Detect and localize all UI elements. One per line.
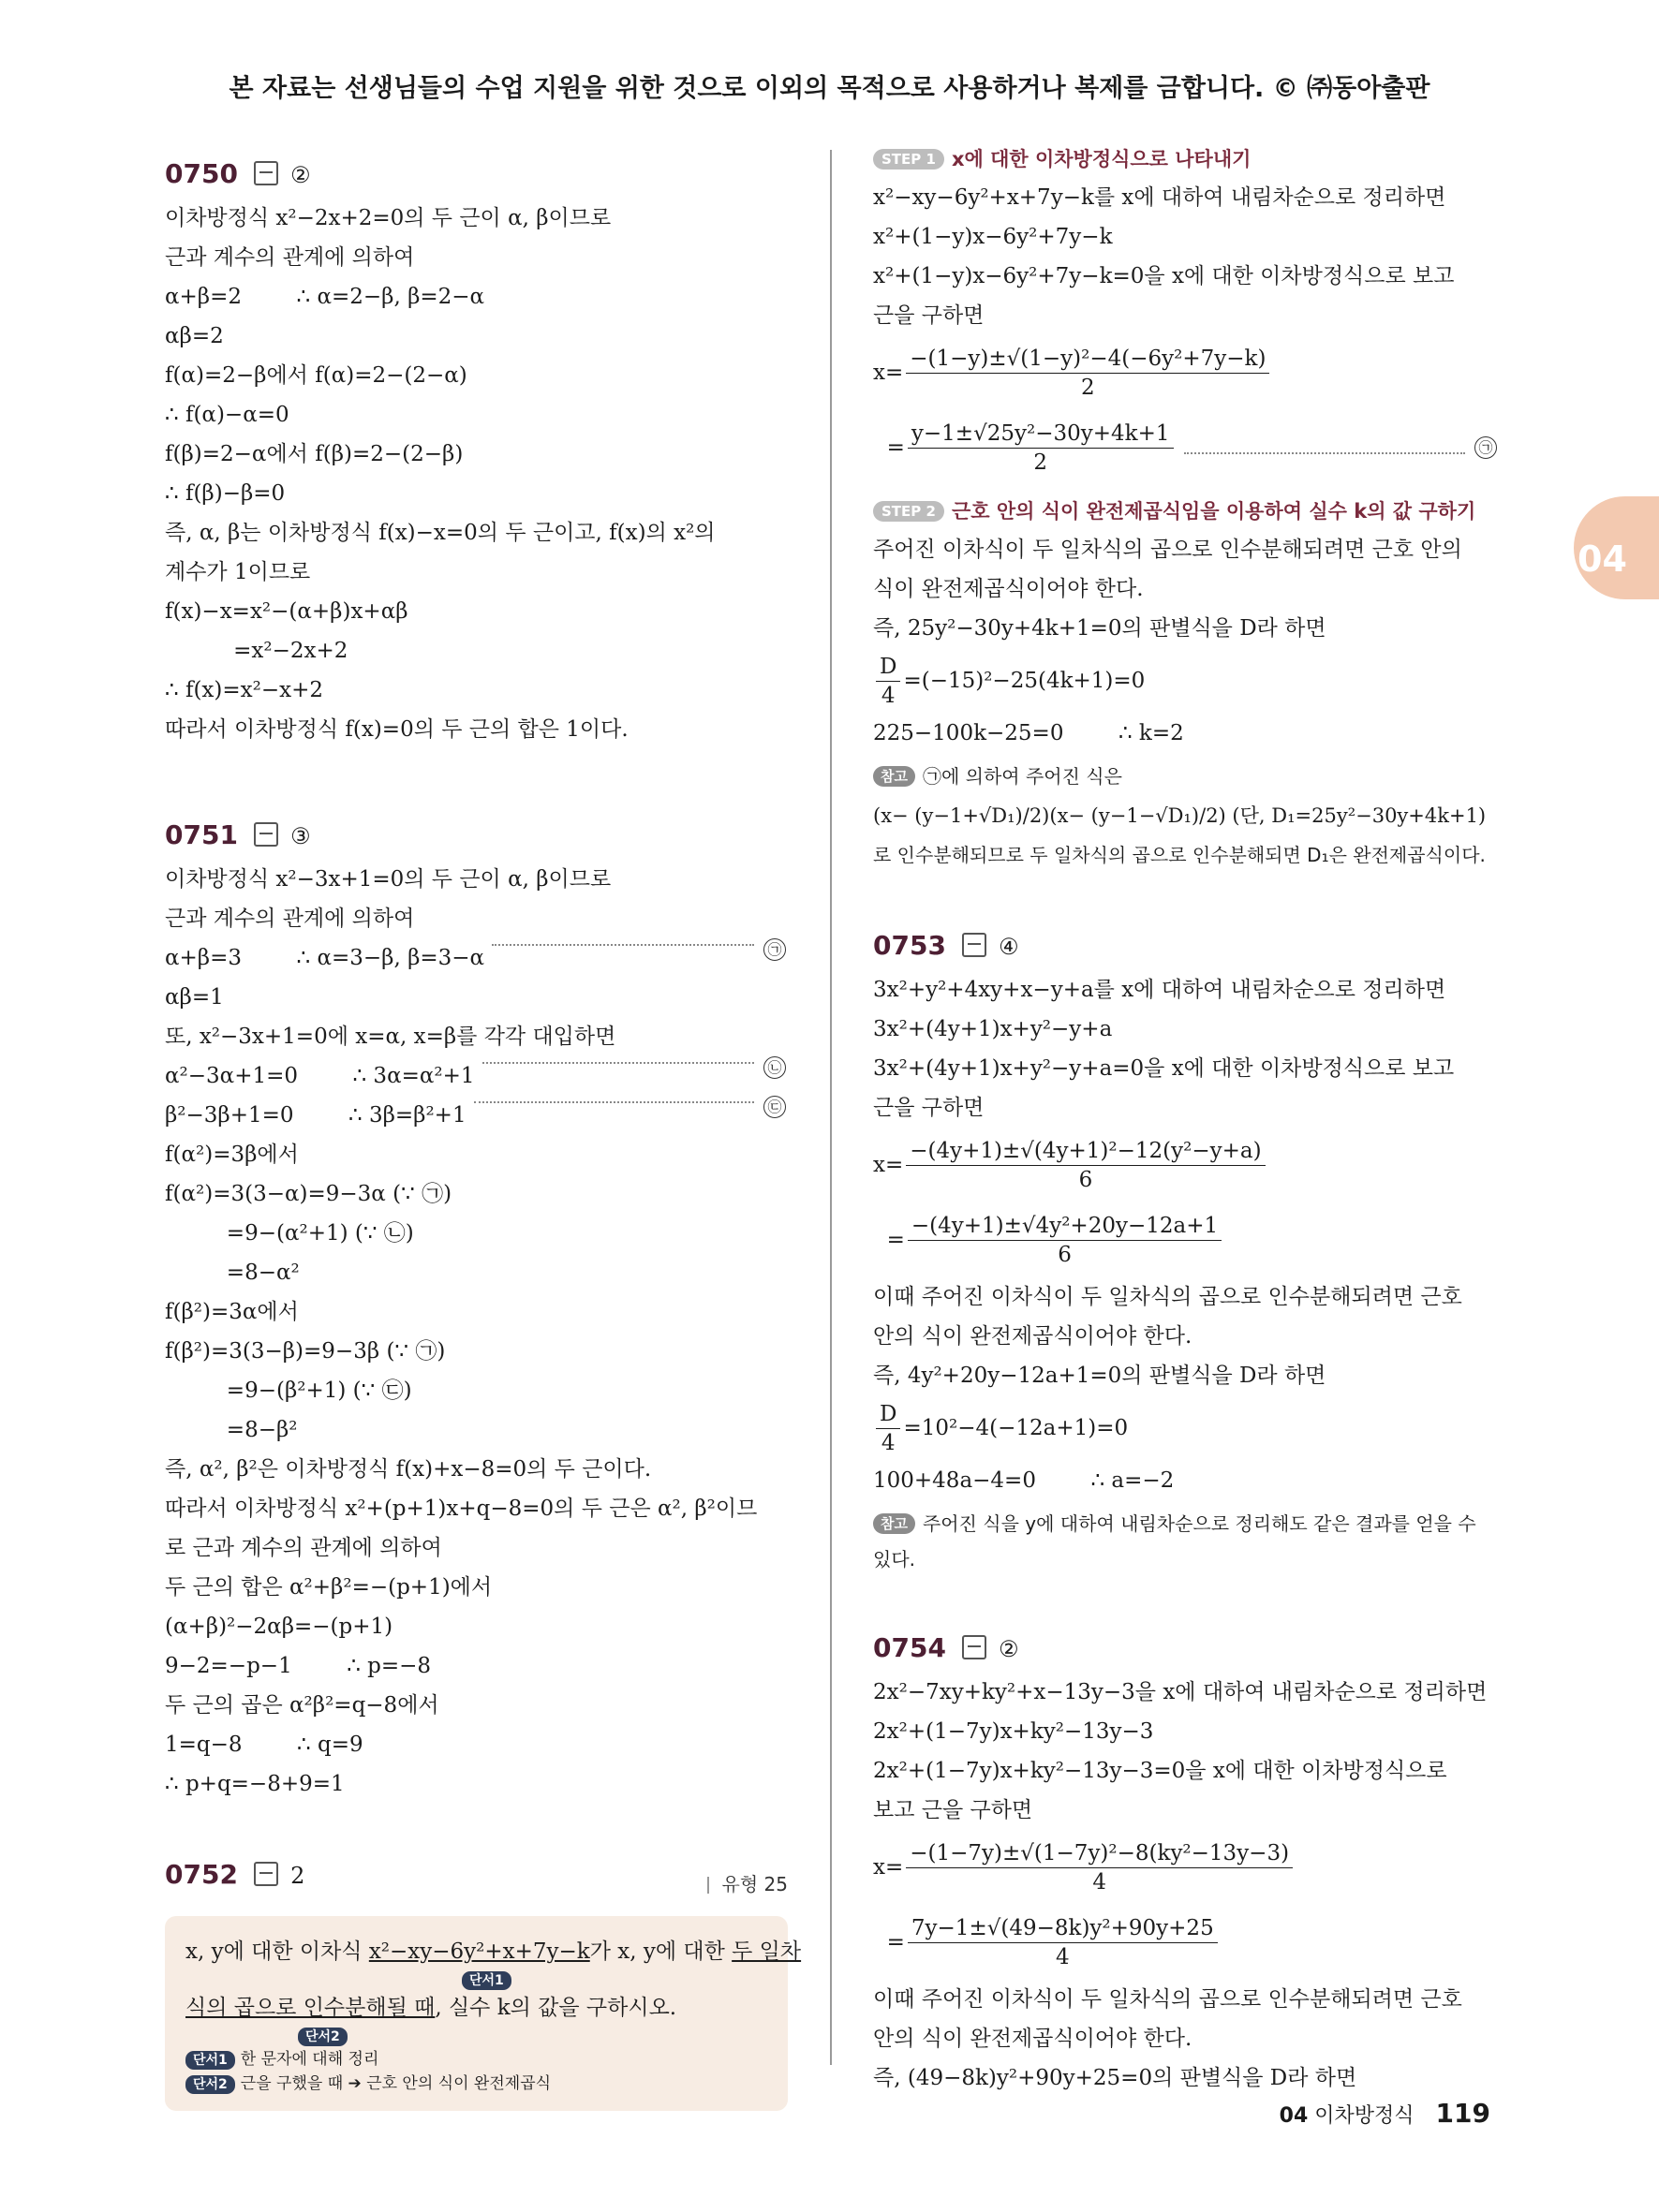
problem-box-0752 bbox=[165, 1916, 802, 2111]
solution-line: 이차방정식 x²−3x+1=0의 두 근이 α, β이므로 bbox=[165, 867, 612, 892]
solution-line: 1=q−8 ∴ q=9 bbox=[165, 1733, 363, 1757]
numerator: −(4y+1)±√(4y+1)²−12(y²−y+a) bbox=[906, 1137, 1265, 1166]
note-line bbox=[873, 1506, 1499, 1541]
discriminant-line bbox=[873, 1395, 1499, 1461]
leader-dots bbox=[492, 944, 754, 946]
numerator: −(1−y)±√(1−y)²−4(−6y²+7y−k) bbox=[906, 345, 1269, 374]
note-expression: (x− (y−1+√D₁)/2)(x− (y−1−√D₁)/2) (단, D₁=25y²−30y+4k+1) bbox=[873, 804, 1487, 827]
solution-line: x²+(1−y)x−6y²+7y−k bbox=[873, 225, 1113, 249]
solution-line: f(α)=2−β에서 f(α)=2−(2−α) bbox=[165, 363, 467, 388]
text-segment: x, y에 대한 이차식 bbox=[185, 1939, 369, 1964]
solution-line: αβ=1 bbox=[165, 985, 224, 1010]
note-text: 주어진 식을 y에 대하여 내림차순으로 정리해도 같은 결과를 얻을 수 bbox=[922, 1512, 1476, 1535]
hint2-text: 근을 구했을 때 ➔ 근호 안의 식이 완전제곱식 bbox=[240, 2074, 552, 2093]
fraction-line bbox=[873, 335, 1499, 410]
marker-circle: ㉡ bbox=[763, 1056, 786, 1079]
denominator: 4 bbox=[881, 1430, 896, 1455]
footer-chapter: 04 bbox=[1279, 2104, 1309, 2128]
solution-line: x²−xy−6y²+x+7y−k를 x에 대하여 내림차순으로 정리하면 bbox=[873, 185, 1446, 210]
solution-line: 근과 계수의 관계에 의하여 bbox=[165, 245, 415, 270]
note-block bbox=[873, 759, 1499, 873]
solution-line: f(β²)=3(3−β)=9−3β (∵ ㉠) bbox=[165, 1339, 446, 1364]
solution-line: 100+48a−4=0 ∴ a=−2 bbox=[873, 1468, 1175, 1493]
leader-dots bbox=[474, 1101, 754, 1103]
hint2-badge: 단서2 bbox=[298, 2028, 348, 2046]
solution-line: 근과 계수의 관계에 의하여 bbox=[165, 907, 415, 931]
note-line bbox=[873, 759, 1499, 794]
equation-lhs: = bbox=[873, 1228, 905, 1252]
footer-title: 이차방정식 bbox=[1314, 2104, 1415, 2128]
fraction bbox=[876, 1400, 900, 1457]
answer-icon bbox=[254, 822, 278, 847]
solution-line: 9−2=−p−1 ∴ p=−8 bbox=[165, 1654, 432, 1678]
solution-line: =8−α² bbox=[165, 1261, 300, 1285]
solution-line: 보고 근을 구하면 bbox=[873, 1798, 1033, 1822]
hint2-marker-row bbox=[185, 2027, 767, 2047]
step1-title: x에 대한 이차방정식으로 나타내기 bbox=[951, 148, 1252, 170]
denominator: 6 bbox=[1078, 1167, 1093, 1192]
underlined-expression: x²−xy−6y²+x+7y−k bbox=[368, 1939, 590, 1964]
equation-lhs: = bbox=[873, 1930, 905, 1954]
solution-line: ∴ f(x)=x²−x+2 bbox=[165, 678, 323, 702]
fraction bbox=[876, 653, 900, 710]
solution-line: αβ=2 bbox=[165, 324, 224, 348]
note-block bbox=[873, 1506, 1499, 1577]
fraction-line bbox=[873, 1905, 1499, 1980]
solution-line: 225−100k−25=0 ∴ k=2 bbox=[873, 721, 1184, 745]
denominator: 4 bbox=[1092, 1869, 1106, 1895]
hint1-badge: 단서1 bbox=[462, 1971, 511, 1990]
solution-line: f(α²)=3(3−α)=9−3α (∵ ㉠) bbox=[165, 1182, 452, 1206]
solution-line: 즉, α, β는 이차방정식 f(x)−x=0의 두 근이고, f(x)의 x²의 bbox=[165, 521, 716, 545]
text-segment: , 실수 k의 값을 구하시오. bbox=[435, 1996, 677, 2020]
right-column bbox=[873, 140, 1499, 2098]
answer-value: ② bbox=[999, 1636, 1019, 1662]
marker-circle: ㉠ bbox=[763, 938, 786, 961]
problem-number: 0751 bbox=[165, 819, 238, 850]
solution-line: 3x²+y²+4xy+x−y+a를 x에 대하여 내림차순으로 정리하면 bbox=[873, 978, 1446, 1002]
underlined-text: 두 일차 bbox=[732, 1939, 802, 1964]
solution-line: f(β²)=3α에서 bbox=[165, 1300, 299, 1324]
note-badge: 참고 bbox=[873, 766, 915, 787]
marked-line-text: α+β=3 ∴ α=3−β, β=3−α bbox=[165, 946, 485, 970]
hint1-badge: 단서1 bbox=[185, 2051, 235, 2070]
marked-line bbox=[165, 1056, 788, 1096]
solution-line: 안의 식이 완전제곱식이어야 한다. bbox=[873, 2027, 1192, 2051]
fraction bbox=[908, 1212, 1222, 1269]
page-number: 119 bbox=[1435, 2098, 1490, 2129]
marked-line-text: α²−3α+1=0 ∴ 3α=α²+1 bbox=[165, 1064, 475, 1088]
solution-line: 즉, (49−8k)y²+90y+25=0의 판별식을 D라 하면 bbox=[873, 2066, 1357, 2090]
solution-line: ∴ f(β)−β=0 bbox=[165, 481, 286, 506]
solution-line: 즉, α², β²은 이차방정식 f(x)+x−8=0의 두 근이다. bbox=[165, 1457, 652, 1482]
problem-header-0752 bbox=[165, 1851, 788, 1899]
note-badge: 참고 bbox=[873, 1513, 915, 1534]
marked-line bbox=[165, 1096, 788, 1135]
answer-icon bbox=[254, 1862, 278, 1886]
hint1-text: 한 문자에 대해 정리 bbox=[240, 2050, 379, 2069]
solution-line: 즉, 4y²+20y−12a+1=0의 판별식을 D라 하면 bbox=[873, 1364, 1326, 1388]
answer-icon bbox=[962, 1635, 986, 1659]
solution-line: 따라서 이차방정식 f(x)=0의 두 근의 합은 1이다. bbox=[165, 717, 629, 742]
solution-line: 두 근의 합은 α²+β²=−(p+1)에서 bbox=[165, 1575, 493, 1600]
hint1-row bbox=[185, 2047, 767, 2072]
solution-line: 주어진 이차식이 두 일차식의 곱으로 인수분해되려면 근호 안의 bbox=[873, 538, 1462, 562]
note-line: 로 인수분해되므로 두 일차식의 곱으로 인수분해되면 D₁은 완전제곱식이다. bbox=[873, 844, 1486, 866]
solution-line: 계수가 1이므로 bbox=[165, 560, 311, 584]
solution-line: 이차방정식 x²−2x+2=0의 두 근이 α, β이므로 bbox=[165, 206, 612, 230]
discriminant-line bbox=[873, 648, 1499, 714]
denominator: 2 bbox=[1033, 450, 1048, 475]
solution-line: =9−(α²+1) (∵ ㉡) bbox=[165, 1221, 414, 1246]
solution-line: α+β=2 ∴ α=2−β, β=2−α bbox=[165, 285, 485, 309]
equation-lhs: x= bbox=[873, 1855, 904, 1880]
fraction-line bbox=[873, 1830, 1499, 1905]
solution-line: =x²−2x+2 bbox=[165, 639, 348, 663]
numerator: y−1±√25y²−30y+4k+1 bbox=[908, 420, 1174, 449]
hint1-marker-row bbox=[185, 1970, 767, 1989]
solution-line: x²+(1−y)x−6y²+7y−k=0을 x에 대한 이차방정식으로 보고 bbox=[873, 264, 1455, 288]
note-line: 있다. bbox=[873, 1548, 915, 1571]
fraction-line bbox=[873, 410, 1499, 485]
numerator: −(4y+1)±√4y²+20y−12a+1 bbox=[908, 1212, 1222, 1241]
solution-line: f(x)−x=x²−(α+β)x+αβ bbox=[165, 599, 408, 624]
equation-rhs: =(−15)²−25(4k+1)=0 bbox=[903, 669, 1146, 693]
underlined-text: 식의 곱으로 인수분해될 때 bbox=[185, 1996, 436, 2020]
hint2-badge: 단서2 bbox=[185, 2075, 235, 2094]
problem-header-0750 bbox=[165, 150, 788, 199]
step1-badge: STEP 1 bbox=[873, 149, 944, 170]
left-column bbox=[165, 140, 802, 2111]
solution-line: 근을 구하면 bbox=[873, 303, 985, 328]
marker-circle: ㉢ bbox=[763, 1096, 786, 1118]
solution-line: =9−(β²+1) (∵ ㉢) bbox=[165, 1379, 412, 1403]
step2-title: 근호 안의 식이 완전제곱식임을 이용하여 실수 k의 값 구하기 bbox=[951, 500, 1476, 523]
problem-number: 0750 bbox=[165, 158, 238, 189]
solution-0750 bbox=[165, 199, 788, 749]
problem-header-0754 bbox=[873, 1624, 1499, 1673]
problem-number: 0753 bbox=[873, 930, 946, 961]
denominator: 4 bbox=[1055, 1944, 1070, 1969]
problem-header-0751 bbox=[165, 811, 788, 860]
solution-line: =8−β² bbox=[165, 1418, 298, 1442]
fraction bbox=[908, 1914, 1218, 1971]
fraction bbox=[908, 420, 1174, 477]
solution-line: 3x²+(4y+1)x+y²−y+a=0을 x에 대한 이차방정식으로 보고 bbox=[873, 1056, 1455, 1081]
denominator: 6 bbox=[1058, 1242, 1072, 1267]
solution-line: f(α²)=3β에서 bbox=[165, 1143, 299, 1167]
fraction bbox=[906, 345, 1269, 402]
fraction bbox=[906, 1137, 1265, 1194]
answer-value: ④ bbox=[999, 934, 1019, 960]
problem-text-line bbox=[185, 1933, 802, 1970]
answer-icon bbox=[254, 161, 278, 185]
step2-badge: STEP 2 bbox=[873, 501, 944, 522]
marker-circle: ㉠ bbox=[1474, 436, 1497, 459]
solution-line: 또, x²−3x+1=0에 x=α, x=β를 각각 대입하면 bbox=[165, 1025, 616, 1049]
problem-header-0753 bbox=[873, 922, 1499, 970]
numerator: 7y−1±√(49−8k)y²+90y+25 bbox=[908, 1914, 1218, 1943]
numerator: −(1−7y)±√(1−7y)²−8(ky²−13y−3) bbox=[906, 1839, 1293, 1868]
solution-line: 3x²+(4y+1)x+y²−y+a bbox=[873, 1017, 1113, 1041]
equation-lhs: x= bbox=[873, 1153, 904, 1177]
answer-icon bbox=[962, 933, 986, 957]
equation-lhs: = bbox=[873, 435, 905, 460]
problem-number: 0754 bbox=[873, 1632, 946, 1663]
solution-line: 즉, 25y²−30y+4k+1=0의 판별식을 D라 하면 bbox=[873, 616, 1326, 641]
problem-type-tag: 유형 25 bbox=[707, 1860, 788, 1909]
marked-line-text: β²−3β+1=0 ∴ 3β=β²+1 bbox=[165, 1103, 467, 1128]
numerator: D bbox=[876, 1400, 900, 1429]
leader-dots bbox=[482, 1062, 754, 1064]
solution-line: 2x²−7xy+ky²+x−13y−3을 x에 대하여 내림차순으로 정리하면 bbox=[873, 1680, 1488, 1704]
answer-value: 2 bbox=[290, 1863, 305, 1889]
solution-line: f(β)=2−α에서 f(β)=2−(2−β) bbox=[165, 442, 464, 466]
denominator: 2 bbox=[1081, 375, 1095, 400]
problem-number: 0752 bbox=[165, 1859, 238, 1890]
fraction bbox=[906, 1839, 1293, 1896]
answer-value: ③ bbox=[290, 823, 311, 849]
solution-line: 로 근과 계수의 관계에 의하여 bbox=[165, 1536, 442, 1560]
denominator: 4 bbox=[881, 683, 896, 708]
step1-heading bbox=[873, 140, 1499, 178]
equation-lhs: x= bbox=[873, 361, 904, 385]
solution-line: 두 근의 곱은 α²β²=q−8에서 bbox=[165, 1693, 439, 1718]
solution-line: 2x²+(1−7y)x+ky²−13y−3 bbox=[873, 1719, 1154, 1744]
page-footer bbox=[1280, 2098, 1490, 2129]
step2-heading bbox=[873, 493, 1499, 530]
answer-value: ② bbox=[290, 162, 311, 188]
copyright-notice: 본 자료는 선생님들의 수업 지원을 위한 것으로 이외의 목적으로 사용하거나 복제를 금합니다. © ㈜동아출판 bbox=[229, 74, 1430, 103]
fraction-line bbox=[873, 1128, 1499, 1202]
solution-line: 근을 구하면 bbox=[873, 1096, 985, 1120]
column-divider bbox=[830, 150, 832, 2065]
note-text: ㉠에 의하여 주어진 식은 bbox=[922, 765, 1122, 788]
solution-line: 안의 식이 완전제곱식이어야 한다. bbox=[873, 1324, 1192, 1349]
equation-rhs: =10²−4(−12a+1)=0 bbox=[903, 1416, 1129, 1440]
solution-line: 2x²+(1−7y)x+ky²−13y−3=0을 x에 대한 이차방정식으로 bbox=[873, 1759, 1447, 1783]
solution-line: 식이 완전제곱식이어야 한다. bbox=[873, 577, 1144, 601]
hint2-row bbox=[185, 2072, 767, 2096]
marked-line bbox=[165, 938, 788, 978]
solution-0751 bbox=[165, 860, 788, 1804]
solution-line: 이때 주어진 이차식이 두 일차식의 곱으로 인수분해되려면 근호 bbox=[873, 1285, 1462, 1309]
problem-text-line bbox=[185, 1989, 767, 2027]
fraction-line bbox=[873, 1202, 1499, 1277]
solution-line: (α+β)²−2αβ=−(p+1) bbox=[165, 1615, 393, 1639]
chapter-tab-label: 04 bbox=[1578, 538, 1627, 580]
leader-dots bbox=[1184, 452, 1466, 454]
solution-line: 따라서 이차방정식 x²+(p+1)x+q−8=0의 두 근은 α², β²이므 bbox=[165, 1497, 758, 1521]
solution-line: ∴ p+q=−8+9=1 bbox=[165, 1772, 345, 1796]
numerator: D bbox=[876, 653, 900, 682]
solution-line: ∴ f(α)−α=0 bbox=[165, 403, 289, 427]
text-segment: 가 x, y에 대한 bbox=[589, 1939, 733, 1964]
solution-line: 이때 주어진 이차식이 두 일차식의 곱으로 인수분해되려면 근호 bbox=[873, 1987, 1462, 2012]
